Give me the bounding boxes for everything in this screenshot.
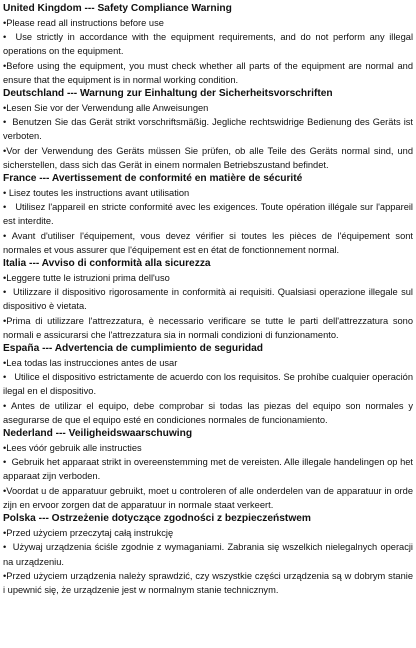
list-item bbox=[3, 441, 413, 455]
section-es bbox=[3, 342, 413, 427]
item-text: Benutzen Sie das Gerät strikt vorschriftsmäßig. Jegliche rechtswidrige Bedienung des Geräts ist verboten. bbox=[3, 117, 414, 142]
section-title: España --- Advertencia de cumplimiento de seguridad bbox=[3, 343, 264, 355]
item-text: Utilice el dispositivo estrictamente de acuerdo con los requisitos. Se prohíbe cualquier operación ilegal en el dispositivo. bbox=[3, 372, 413, 397]
item-text: Przed użyciem przeczytaj całą instrukcję bbox=[6, 528, 174, 539]
bullet-icon: • bbox=[3, 287, 14, 298]
list-item bbox=[3, 115, 413, 143]
list-item bbox=[3, 59, 413, 87]
list-item bbox=[3, 229, 413, 257]
item-text: Lisez toutes les instructions avant utilisation bbox=[8, 188, 190, 199]
item-text: Lees vóór gebruik alle instructies bbox=[6, 443, 142, 454]
list-item bbox=[3, 101, 413, 115]
section-pl bbox=[3, 512, 413, 597]
section-title: Polska --- Ostrzeżenie dotyczące zgodności z bezpieczeństwem bbox=[3, 513, 311, 525]
list-item bbox=[3, 569, 413, 597]
bullet-icon: • bbox=[3, 145, 7, 156]
bullet-icon: • bbox=[3, 542, 13, 553]
section-title: United Kingdom --- Safety Compliance Warning bbox=[3, 3, 232, 14]
item-text: Lea todas las instrucciones antes de usar bbox=[6, 358, 178, 369]
section-it bbox=[3, 257, 413, 342]
section-title: France --- Avertissement de conformité en matière de sécurité bbox=[3, 173, 303, 185]
item-text: Używaj urządzenia ściśle zgodnie z wymaganiami. Zabrania się wszelkich nielegalnych operacji na urządzeniu. bbox=[3, 542, 413, 567]
list-item bbox=[3, 455, 413, 483]
list-item bbox=[3, 370, 413, 398]
item-text: Vor der Verwendung des Geräts müssen Sie prüfen, ob alle Teile des Geräts normal sind, und sicherstellen, dass sich das Gerät in einem normalen Betriebszustand befindet. bbox=[3, 145, 413, 170]
bullet-icon: • bbox=[3, 443, 7, 454]
section-de bbox=[3, 87, 413, 172]
bullet-icon: • bbox=[3, 528, 7, 539]
list-item bbox=[3, 30, 413, 58]
list-item bbox=[3, 285, 413, 313]
section-uk bbox=[3, 2, 413, 87]
bullet-icon: • bbox=[3, 188, 9, 199]
bullet-icon: • bbox=[3, 400, 12, 411]
list-item bbox=[3, 540, 413, 568]
list-item bbox=[3, 186, 413, 200]
item-text: Lesen Sie vor der Verwendung alle Anweisungen bbox=[6, 103, 209, 114]
item-text: Please read all instructions before use bbox=[6, 18, 164, 28]
list-item bbox=[3, 484, 413, 512]
section-fr bbox=[3, 172, 413, 257]
item-text: Prima di utilizzare l'attrezzatura, è necessario verificare se tutte le parti dell'attrezzatura sono normali e assicurarsi che l'attrezzatura sia in normali condizioni di funzionamento. bbox=[3, 315, 413, 340]
item-text: Voordat u de apparatuur gebruikt, moet u controleren of alle onderdelen van de apparatuur in orde zijn en ervoor zorgen dat de apparatuur in normale staat verkeert. bbox=[3, 485, 413, 510]
item-text: Use strictly in accordance with the equipment requirements, and do not perform any illegal operations on the equipment. bbox=[3, 32, 414, 57]
bullet-icon: • bbox=[3, 485, 7, 496]
item-text: Gebruik het apparaat strikt in overeenstemming met de vereisten. Alle illegale handelingen op het apparaat zijn verboden. bbox=[3, 457, 413, 482]
list-item bbox=[3, 200, 413, 228]
list-item bbox=[3, 16, 413, 30]
list-item bbox=[3, 144, 413, 172]
section-title: Nederland --- Veiligheidswaarschuwing bbox=[3, 428, 193, 440]
section-title: Deutschland --- Warnung zur Einhaltung der Sicherheitsvorschriften bbox=[3, 88, 333, 100]
item-text: Utilizzare il dispositivo rigorosamente in conformità ai requisiti. Qualsiasi operazione illegale sul dispositivo è vietata. bbox=[3, 287, 414, 312]
bullet-icon: • bbox=[3, 60, 7, 71]
bullet-icon: • bbox=[3, 103, 7, 114]
list-item bbox=[3, 314, 413, 342]
bullet-icon: • bbox=[3, 457, 12, 468]
bullet-icon: • bbox=[3, 117, 13, 128]
bullet-icon: • bbox=[3, 372, 15, 383]
item-text: Utilisez l'appareil en stricte conformité avec les exigences. Toute opération illégale sur l'appareil est interdite. bbox=[3, 202, 413, 227]
section-nl bbox=[3, 427, 413, 512]
section-title: Italia --- Avviso di conformità alla sicurezza bbox=[3, 258, 211, 270]
bullet-icon: • bbox=[3, 32, 16, 43]
bullet-icon: • bbox=[3, 202, 16, 213]
list-item bbox=[3, 399, 413, 427]
bullet-icon: • bbox=[3, 18, 7, 28]
item-text: Leggere tutte le istruzioni prima dell'uso bbox=[6, 273, 170, 284]
item-text: Przed użyciem urządzenia należy sprawdzić, czy wszystkie części urządzenia są w dobrym stanie i upewnić się, że urządzenie jest w normalnym stanie technicznym. bbox=[3, 570, 413, 595]
list-item bbox=[3, 271, 413, 285]
list-item bbox=[3, 526, 413, 540]
bullet-icon: • bbox=[3, 315, 7, 326]
item-text: Avant d'utiliser l'équipement, vous devez vérifier si toutes les pièces de l'équipement sont normales et vous assurer que l'équipement est en état de fonctionnement normal. bbox=[3, 230, 414, 255]
bullet-icon: • bbox=[3, 358, 7, 369]
list-item bbox=[3, 356, 413, 370]
item-text: Antes de utilizar el equipo, debe comprobar si todas las piezas del equipo son normales y asegurarse de que el equipo esté en condiciones normales de funcionamiento. bbox=[3, 400, 413, 425]
bullet-icon: • bbox=[3, 273, 7, 284]
bullet-icon: • bbox=[3, 230, 12, 241]
item-text: Before using the equipment, you must check whether all parts of the equipment are normal and ensure that the equipment is in normal working condition. bbox=[3, 60, 413, 85]
bullet-icon: • bbox=[3, 570, 7, 581]
